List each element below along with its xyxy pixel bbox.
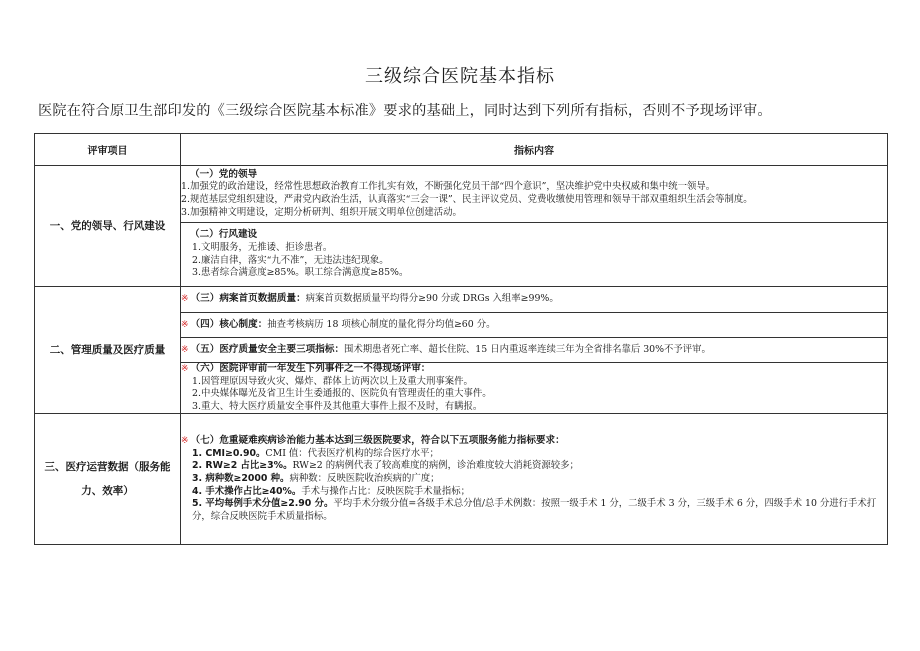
item-label: 2. RW≥2 占比≥3%。 xyxy=(192,460,293,472)
asterisk-mark-icon: ※ xyxy=(181,294,189,305)
item-text: 手术与操作占比：反映医院手术量指标； xyxy=(301,485,471,497)
block-heading: （二）行风建设 xyxy=(190,229,258,241)
item-label: 4. 手术操作占比≥40%。 xyxy=(192,485,302,497)
list-item: 1.加强党的政治建设，经常性思想政治教育工作扎实有效，不断强化党员干部“四个意识”，坚决维护党中央权威和集中统一领导。 xyxy=(181,181,716,193)
item-text: RW≥2 的病例代表了较高难度的病例，诊治难度较大消耗资源较多； xyxy=(292,460,579,472)
section-label-1: 一、党的领导、行风建设 xyxy=(35,166,181,287)
section-label-2: 二、管理质量及医疗质量 xyxy=(35,287,181,414)
intro-paragraph: 医院在符合原卫生部印发的《三级综合医院基本标准》要求的基础上，同时达到下列所有指标，否则不予现场评审。 xyxy=(38,103,772,119)
block-text: 围术期患者死亡率、超长住院、15 日内重返率连续三年为全省排名靠后 30%不予评审。 xyxy=(344,343,711,355)
item-text: CMI 值：代表医疗机构的综合医疗水平； xyxy=(265,447,439,459)
block-core-system xyxy=(181,313,888,338)
block-text: 抽查考核病历 18 项核心制度的量化得分均值≥60 分。 xyxy=(267,318,496,330)
page-title: 三级综合医院基本指标 xyxy=(365,66,555,87)
item-text: 病种数：反映医院收治疾病的广度； xyxy=(289,473,440,485)
list-item: 2.规范基层党组织建设，严肃党内政治生活，认真落实“三会一课”、民主评议党员、党费收缴使用管理和领导干部双重组织生活会等制度。 xyxy=(181,194,753,205)
item-label: 1. CMI≥0.90。 xyxy=(192,447,266,459)
asterisk-mark-icon: ※ xyxy=(181,364,189,374)
asterisk-mark-icon: ※ xyxy=(181,319,189,330)
list-item xyxy=(181,498,887,523)
block-heading: （七）危重疑难疾病诊治能力基本达到三级医院要求，符合以下五项服务能力指标要求： xyxy=(190,435,565,447)
list-item xyxy=(181,460,887,473)
block-heading: （六）医院评审前一年发生下列事件之一不得现场评审： xyxy=(190,363,431,374)
block-safety-indicators xyxy=(181,338,888,363)
block-conduct xyxy=(181,223,888,287)
list-item: 1.文明服务，无推诿、拒诊患者。 xyxy=(192,241,333,253)
table-row xyxy=(35,287,888,313)
list-item: 3.患者综合满意度≥85%。职工综合满意度≥85%。 xyxy=(192,267,409,279)
list-item xyxy=(181,448,887,461)
list-item: 2.廉洁自律，落实“九不准”，无违法违纪现象。 xyxy=(192,254,389,266)
list-item: 2.中央媒体曝光及省卫生计生委通报的、医院负有管理责任的重大事件。 xyxy=(192,388,492,400)
table-header-row xyxy=(35,134,888,166)
asterisk-mark-icon: ※ xyxy=(181,436,189,447)
block-disqualifying-events xyxy=(181,363,888,414)
list-item: 3.加强精神文明建设，定期分析研判、组织开展文明单位创建活动。 xyxy=(181,206,462,218)
item-label: 5. 平均每例手术分值≥2.90 分。 xyxy=(192,498,334,510)
item-label: 3. 病种数≥2000 种。 xyxy=(192,473,290,485)
section-label-3: 三、医疗运营数据（服务能力、效率） xyxy=(35,414,181,545)
block-text: 病案首页数据质量平均得分≥90 分或 DRGs 入组率≥99%。 xyxy=(305,293,559,305)
item-text: 平均手术分级分值=各级手术总分值/总手术例数：按照一级手术 1 分，二级手术 3 分，三级手术 6 分，四级手术 10 分进行手术打分，综合反映医院手术质量指标。 xyxy=(192,498,877,522)
block-heading: （三）病案首页数据质量： xyxy=(190,293,306,305)
block-heading: （四）核心制度： xyxy=(190,318,268,330)
block-service-capability xyxy=(181,414,888,545)
block-heading: （一）党的领导 xyxy=(190,168,258,180)
header-review-item: 评审项目 xyxy=(35,134,181,166)
list-item xyxy=(181,486,887,499)
block-party-leadership xyxy=(181,166,888,223)
list-item: 1.因管理原因导致火灾、爆炸、群体上访两次以上及重大刑事案件。 xyxy=(192,375,473,387)
header-indicator-content: 指标内容 xyxy=(181,134,888,166)
table-row xyxy=(35,166,888,223)
block-heading: （五）医疗质量安全主要三项指标： xyxy=(190,343,345,355)
table-row xyxy=(35,414,888,545)
block-record-quality xyxy=(181,287,888,313)
asterisk-mark-icon: ※ xyxy=(181,344,189,355)
list-item: 3.重大、特大医疗质量安全事件及其他重大事件上报不及时，有瞒报。 xyxy=(192,400,483,412)
indicator-table xyxy=(34,133,888,545)
list-item xyxy=(181,473,887,486)
